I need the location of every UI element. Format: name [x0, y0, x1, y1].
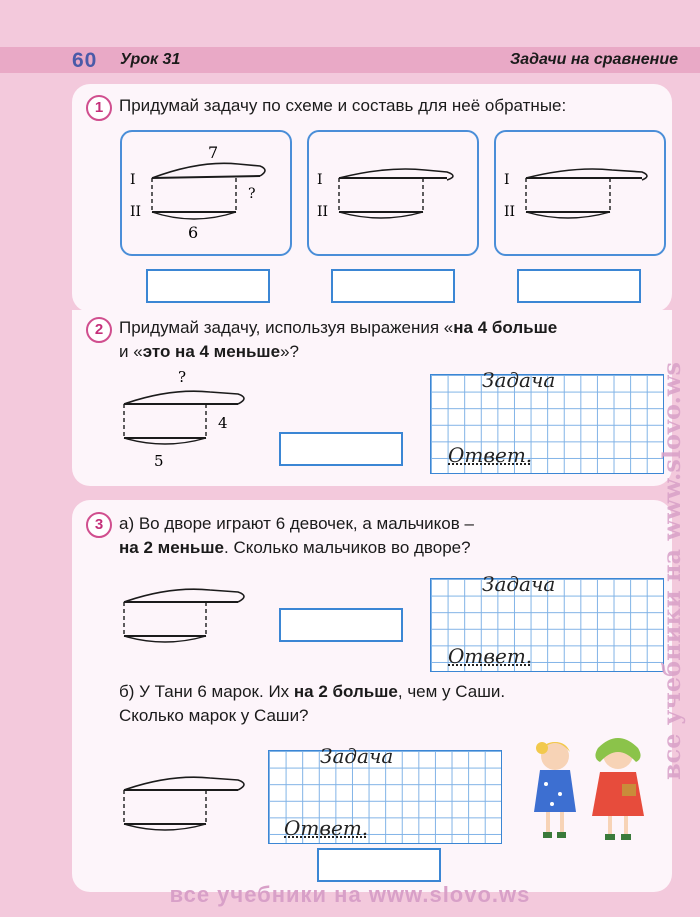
girls-illustration: [510, 728, 660, 848]
task1-answer-box-c[interactable]: [517, 269, 641, 303]
scheme-c: [494, 130, 664, 254]
task3a-scheme: [110, 580, 260, 660]
scheme-a-top-value: 7: [208, 143, 219, 162]
scheme-b-row1: I: [317, 172, 323, 188]
task3b-text: б) У Тани 6 марок. Их на 2 больше, чем у Саши. Сколько марок у Саши?: [119, 682, 506, 725]
task3b-grid-answer-label: Ответ.: [284, 816, 369, 840]
scheme-c-row1: I: [504, 172, 510, 188]
scheme-b-row2: II: [317, 204, 329, 220]
task1-answer-box-a[interactable]: [146, 269, 270, 303]
task3-number: 3: [86, 512, 112, 538]
scheme-c-row2: II: [504, 204, 516, 220]
task2-scheme-diff: 4: [218, 414, 228, 432]
task2-scheme: [110, 368, 260, 478]
task1-text: Придумай задачу по схеме и составь для неё обратные:: [119, 96, 567, 115]
scheme-a-row1: I: [130, 172, 136, 188]
scheme-b: [307, 130, 477, 254]
task3b-grid-task-label: Задача: [320, 744, 394, 768]
task2-grid-task-label: Задача: [482, 368, 556, 392]
task2-text: Придумай задачу, используя выражения «на 4 больше и «это на 4 меньше»?: [119, 318, 558, 361]
watermark-bottom: все учебники на www.slovo.ws: [169, 882, 531, 907]
task2-scheme-bottom: 5: [154, 452, 164, 470]
task2-grid-answer-label: Ответ.: [448, 443, 533, 467]
task3a-text: а) Во дворе играют 6 девочек, а мальчиков – на 2 меньше. Сколько мальчиков во дворе?: [119, 514, 474, 557]
task2-answer-box[interactable]: [279, 432, 403, 466]
scheme-a-diff: ?: [248, 186, 256, 202]
task3a-grid-answer-label: Ответ.: [448, 644, 533, 668]
lesson-title: Урок 31: [120, 51, 181, 68]
page-number: 60: [72, 49, 98, 72]
task3b-answer-box[interactable]: [317, 848, 441, 882]
topic-title: Задачи на сравнение: [509, 51, 678, 68]
task2-number: 2: [86, 317, 112, 343]
scheme-a: [120, 130, 290, 254]
scheme-a-row2: II: [130, 204, 142, 220]
task1-answer-box-b[interactable]: [331, 269, 455, 303]
scheme-a-bottom-value: 6: [188, 223, 199, 242]
svg-text:все учебники на www.slovo.ws: все учебники на www.slovo.ws: [657, 361, 686, 780]
watermark-vertical: [652, 120, 692, 790]
task3a-answer-box[interactable]: [279, 608, 403, 642]
task3b-scheme: [110, 768, 260, 848]
task2-scheme-top: ?: [178, 368, 187, 386]
task1-number: 1: [86, 95, 112, 121]
task3a-grid-task-label: Задача: [482, 572, 556, 596]
